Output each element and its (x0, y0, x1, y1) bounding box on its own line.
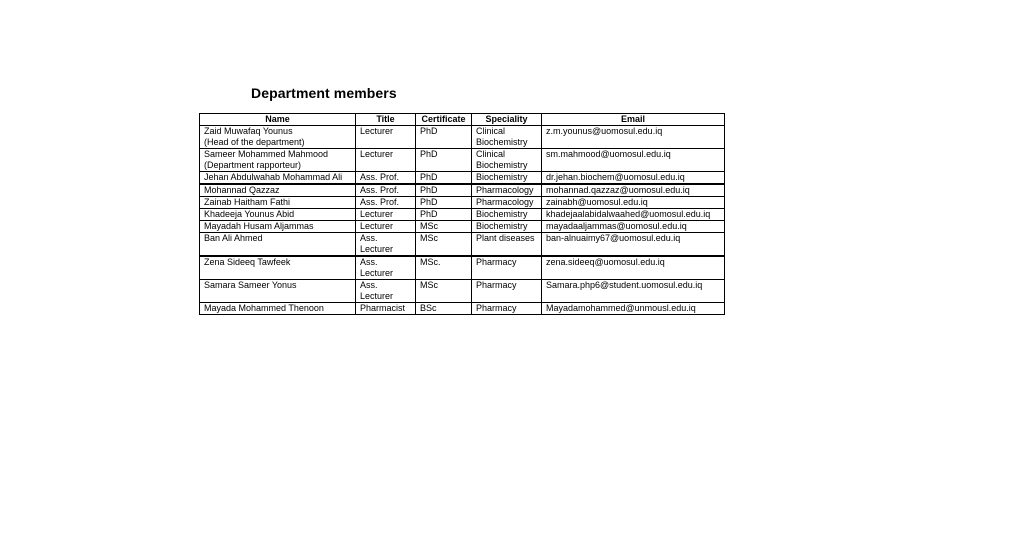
table-row (200, 197, 725, 209)
member-title-line: Lecturer (360, 149, 394, 159)
member-title (356, 197, 416, 209)
member-name-line: Mayadah Husam Aljammas (204, 221, 314, 231)
header-name: Name (200, 114, 356, 126)
member-name-line: Sameer Mohammed Mahmood (204, 149, 329, 159)
member-speciality-line: Pharmacy (476, 303, 517, 313)
table-header-row (200, 114, 725, 126)
member-title (356, 233, 416, 257)
member-speciality (472, 303, 542, 315)
member-title-line: Lecturer (360, 244, 394, 254)
member-email: mohannad.qazzaz@uomosul.edu.iq (542, 184, 725, 197)
member-name-line: Zainab Haitham Fathi (204, 197, 291, 207)
member-email: mayadaaljammas@uomosul.edu.iq (542, 221, 725, 233)
member-certificate: BSc (416, 303, 472, 315)
table-row (200, 221, 725, 233)
table-row (200, 149, 725, 172)
member-name-line: Samara Sameer Yonus (204, 280, 297, 290)
member-certificate: PhD (416, 197, 472, 209)
member-speciality-line: Biochemistry (476, 137, 528, 147)
member-speciality (472, 209, 542, 221)
table-row (200, 303, 725, 315)
member-name (200, 172, 356, 185)
table-row (200, 280, 725, 303)
member-name (200, 126, 356, 149)
member-speciality (472, 149, 542, 172)
member-speciality-line: Clinical (476, 149, 506, 159)
member-name (200, 280, 356, 303)
member-certificate: PhD (416, 172, 472, 185)
member-title-line: Ass. Prof. (360, 197, 400, 207)
member-speciality-line: Pharmacology (476, 185, 534, 195)
member-name-line: Khadeeja Younus Abid (204, 209, 295, 219)
member-email: ban-alnuaimy67@uomosul.edu.iq (542, 233, 725, 257)
member-speciality-line: Biochemistry (476, 172, 528, 182)
member-name-line: Mohannad Qazzaz (204, 185, 280, 195)
member-email: z.m.younus@uomosul.edu.iq (542, 126, 725, 149)
member-name-line: Mayada Mohammed Thenoon (204, 303, 324, 313)
member-title-line: Ass. Prof. (360, 172, 400, 182)
member-title (356, 149, 416, 172)
member-speciality (472, 233, 542, 257)
member-title (356, 209, 416, 221)
member-name (200, 209, 356, 221)
member-email: Samara.php6@student.uomosul.edu.iq (542, 280, 725, 303)
member-title (356, 256, 416, 280)
member-title-line: Lecturer (360, 268, 394, 278)
member-speciality (472, 256, 542, 280)
table-row (200, 172, 725, 185)
member-email: zena.sideeq@uomosul.edu.iq (542, 256, 725, 280)
table-row (200, 233, 725, 257)
member-email: zainabh@uomosul.edu.iq (542, 197, 725, 209)
member-name (200, 233, 356, 257)
member-name-line: Ban Ali Ahmed (204, 233, 263, 243)
member-name-line: Zaid Muwafaq Younus (204, 126, 293, 136)
member-name (200, 256, 356, 280)
member-name (200, 184, 356, 197)
table-row (200, 184, 725, 197)
header-speciality: Speciality (472, 114, 542, 126)
member-name (200, 303, 356, 315)
member-email: khadejaalabidalwaahed@uomosul.edu.iq (542, 209, 725, 221)
table-row (200, 256, 725, 280)
member-email: dr.jehan.biochem@uomosul.edu.iq (542, 172, 725, 185)
member-speciality (472, 197, 542, 209)
member-speciality-line: Pharmacy (476, 280, 517, 290)
member-certificate: MSc (416, 221, 472, 233)
member-email: sm.mahmood@uomosul.edu.iq (542, 149, 725, 172)
member-name (200, 197, 356, 209)
member-title (356, 221, 416, 233)
member-certificate: MSc (416, 233, 472, 257)
table-row (200, 126, 725, 149)
member-speciality (472, 221, 542, 233)
member-title (356, 303, 416, 315)
header-email: Email (542, 114, 725, 126)
member-speciality (472, 280, 542, 303)
member-title (356, 172, 416, 185)
member-certificate: PhD (416, 126, 472, 149)
member-speciality-line: Biochemistry (476, 221, 528, 231)
header-certificate: Certificate (416, 114, 472, 126)
member-speciality (472, 126, 542, 149)
member-title (356, 280, 416, 303)
member-title (356, 126, 416, 149)
member-speciality-line: Pharmacology (476, 197, 534, 207)
member-speciality-line: Biochemistry (476, 160, 528, 170)
member-speciality-line: Pharmacy (476, 257, 517, 267)
member-title-line: Ass. Prof. (360, 185, 400, 195)
member-title-line: Lecturer (360, 221, 394, 231)
member-name (200, 221, 356, 233)
page-title: Department members (251, 85, 397, 101)
member-speciality-line: Plant diseases (476, 233, 535, 243)
member-speciality (472, 172, 542, 185)
member-title-line: Lecturer (360, 126, 394, 136)
header-title: Title (356, 114, 416, 126)
member-certificate: PhD (416, 149, 472, 172)
member-certificate: MSc (416, 280, 472, 303)
member-title-line: Ass. (360, 280, 378, 290)
member-email: Mayadamohammed@unmousl.edu.iq (542, 303, 725, 315)
member-title-line: Ass. (360, 257, 378, 267)
table-row (200, 209, 725, 221)
table-body (200, 126, 725, 315)
member-title-line: Lecturer (360, 291, 394, 301)
members-table (199, 113, 725, 315)
member-name (200, 149, 356, 172)
member-title-line: Lecturer (360, 209, 394, 219)
member-title (356, 184, 416, 197)
member-name-line: (Head of the department) (204, 137, 305, 147)
member-speciality-line: Biochemistry (476, 209, 528, 219)
member-name-line: Zena Sideeq Tawfeek (204, 257, 291, 267)
member-speciality-line: Clinical (476, 126, 506, 136)
member-name-line: (Department rapporteur) (204, 160, 302, 170)
member-name-line: Jehan Abdulwahab Mohammad Ali (204, 172, 343, 182)
member-title-line: Ass. (360, 233, 378, 243)
member-title-line: Pharmacist (360, 303, 406, 313)
member-certificate: PhD (416, 184, 472, 197)
member-certificate: PhD (416, 209, 472, 221)
member-speciality (472, 184, 542, 197)
member-certificate: MSc. (416, 256, 472, 280)
